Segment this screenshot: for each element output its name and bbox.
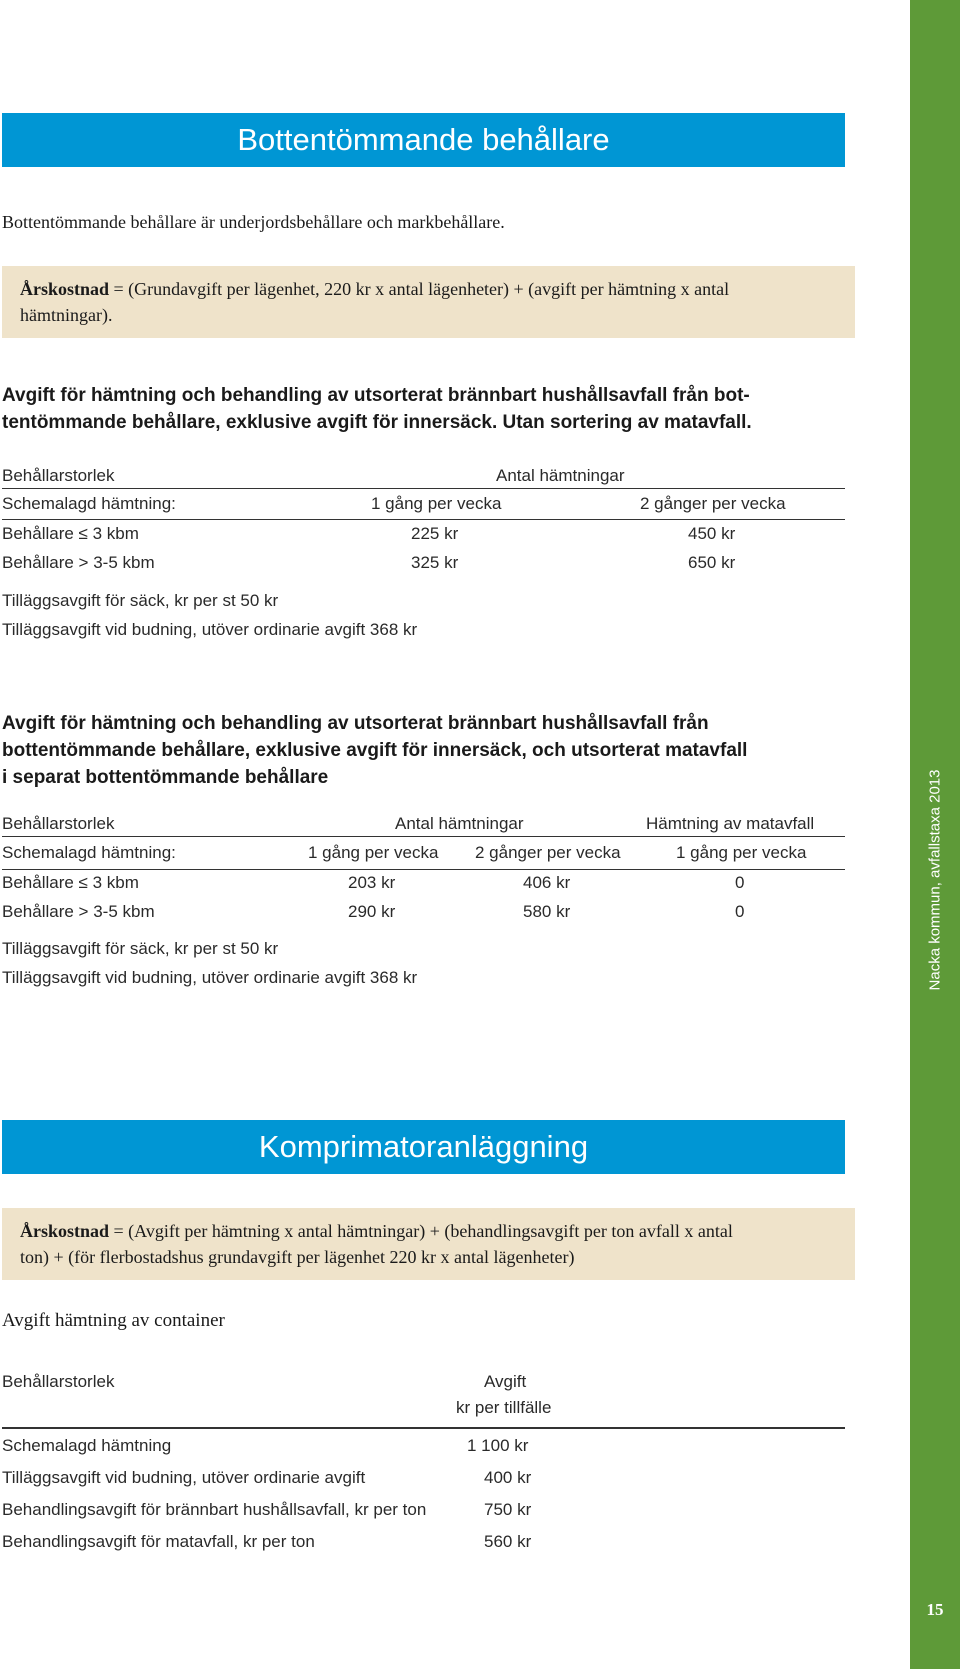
cost-formula-line-1 <box>20 276 847 302</box>
table2-heading-line-3: i separat bottentömmande behållare <box>2 767 329 788</box>
table3-row-label: Behandlingsavgift för brännbart hushållsavfall, kr per ton <box>2 1500 427 1519</box>
container-fee-subheading: Avgift hämtning av container <box>2 1310 225 1331</box>
cost-label: Årskostnad <box>20 1221 110 1241</box>
table2-row-value: 290 kr <box>348 902 396 921</box>
table2-row-size: Behållare > 3-5 kbm <box>2 902 155 921</box>
table2-row-size: Behållare ≤ 3 kbm <box>2 873 139 892</box>
table3-row-label: Behandlingsavgift för matavfall, kr per ton <box>2 1532 315 1551</box>
table1-row-value: 325 kr <box>411 553 459 572</box>
table2-row-food: 0 <box>735 873 745 892</box>
table2-row-value: 406 kr <box>523 873 571 892</box>
table2-rule-mid <box>2 869 845 870</box>
table2-row-food: 0 <box>735 902 745 921</box>
table2-heading-line-1: Avgift för hämtning och behandling av utsorterat brännbart hushållsavfall från <box>2 713 709 734</box>
table1-row-size: Behållare > 3-5 kbm <box>2 553 155 572</box>
table2-extra-budning: Tilläggsavgift vid budning, utöver ordinarie avgift 368 kr <box>2 968 418 987</box>
table2-col-food: Hämtning av matavfall <box>646 814 815 833</box>
table1-extra-budning: Tilläggsavgift vid budning, utöver ordinarie avgift 368 kr <box>2 620 418 639</box>
table2-row-value: 580 kr <box>523 902 571 921</box>
cost-formula-line-1 <box>20 1218 847 1244</box>
table3-col-fee-unit: kr per tillfälle <box>456 1398 552 1417</box>
annual-cost-box-1 <box>2 266 855 338</box>
table2-col-size: Behållarstorlek <box>2 814 115 833</box>
sidebar-vertical-text: Nacka kommun, avfallstaxa 2013 <box>926 769 944 991</box>
table2-rule-top <box>2 836 845 837</box>
table1-schedule-label: Schemalagd hämtning: <box>2 494 176 513</box>
cost-formula-line-2: ton) + (för flerbostadshus grundavgift per lägenhet 220 kr x antal lägenheter) <box>20 1247 575 1267</box>
table2-schedule-label: Schemalagd hämtning: <box>2 843 176 862</box>
cost-formula-text: = (Grundavgift per lägenhet, 220 kr x antal lägenheter) + (avgift per hämtning x antal <box>109 279 730 299</box>
table3-row-value: 750 kr <box>484 1500 532 1519</box>
table2-heading <box>2 710 842 791</box>
section-title-bottentommande: Bottentömmande behållare <box>2 113 845 167</box>
table1-heading <box>2 382 842 436</box>
table1-col-size: Behållarstorlek <box>2 466 115 485</box>
table3-col-size: Behållarstorlek <box>2 1372 115 1391</box>
table2-freq-3: 1 gång per vecka <box>676 843 807 862</box>
table3-rule-top <box>2 1427 845 1429</box>
table3-col-fee: Avgift <box>484 1372 527 1391</box>
table2-heading-line-2: bottentömmande behållare, exklusive avgift för innersäck, och utsorterat matavfall <box>2 740 748 761</box>
table3-row-label: Tilläggsavgift vid budning, utöver ordinarie avgift <box>2 1468 366 1487</box>
cost-formula-line-2: hämtningar). <box>20 305 113 325</box>
cost-label: Årskostnad <box>20 279 110 299</box>
table3-row-value: 400 kr <box>484 1468 532 1487</box>
cost-formula-text: = (Avgift per hämtning x antal hämtningar) + (behandlingsavgift per ton avfall x antal <box>109 1221 733 1241</box>
table2-freq-2: 2 gånger per vecka <box>475 843 621 862</box>
table2-row-value: 203 kr <box>348 873 396 892</box>
page-number: 15 <box>926 1600 944 1619</box>
table1-extra-sack: Tilläggsavgift för säck, kr per st 50 kr <box>2 591 279 610</box>
table3-row-value: 560 kr <box>484 1532 532 1551</box>
table2-freq-1: 1 gång per vecka <box>308 843 439 862</box>
table1-row-size: Behållare ≤ 3 kbm <box>2 524 139 543</box>
table1-heading-line-1: Avgift för hämtning och behandling av utsorterat brännbart hushållsavfall från bot- <box>2 385 750 406</box>
table1-row-value: 225 kr <box>411 524 459 543</box>
table1-row-value: 450 kr <box>688 524 736 543</box>
table1-freq-1: 1 gång per vecka <box>371 494 502 513</box>
table1-row-value: 650 kr <box>688 553 736 572</box>
table2-extra-sack: Tilläggsavgift för säck, kr per st 50 kr <box>2 939 279 958</box>
table1-heading-line-2: tentömmande behållare, exklusive avgift för innersäck. Utan sortering av matavfall. <box>2 412 752 433</box>
table1-freq-2: 2 gånger per vecka <box>640 494 786 513</box>
section-intro: Bottentömmande behållare är underjordsbehållare och markbehållare. <box>2 212 505 232</box>
table1-rule-top <box>2 488 845 489</box>
table1-rule-mid <box>2 519 845 520</box>
section-title-komprimator: Komprimatoranläggning <box>2 1120 845 1174</box>
table2-col-count: Antal hämtningar <box>395 814 524 833</box>
table3-row-value: 1 100 kr <box>467 1436 529 1455</box>
table1-col-count: Antal hämtningar <box>496 466 625 485</box>
annual-cost-box-2 <box>2 1208 855 1280</box>
table3-row-label: Schemalagd hämtning <box>2 1436 172 1455</box>
